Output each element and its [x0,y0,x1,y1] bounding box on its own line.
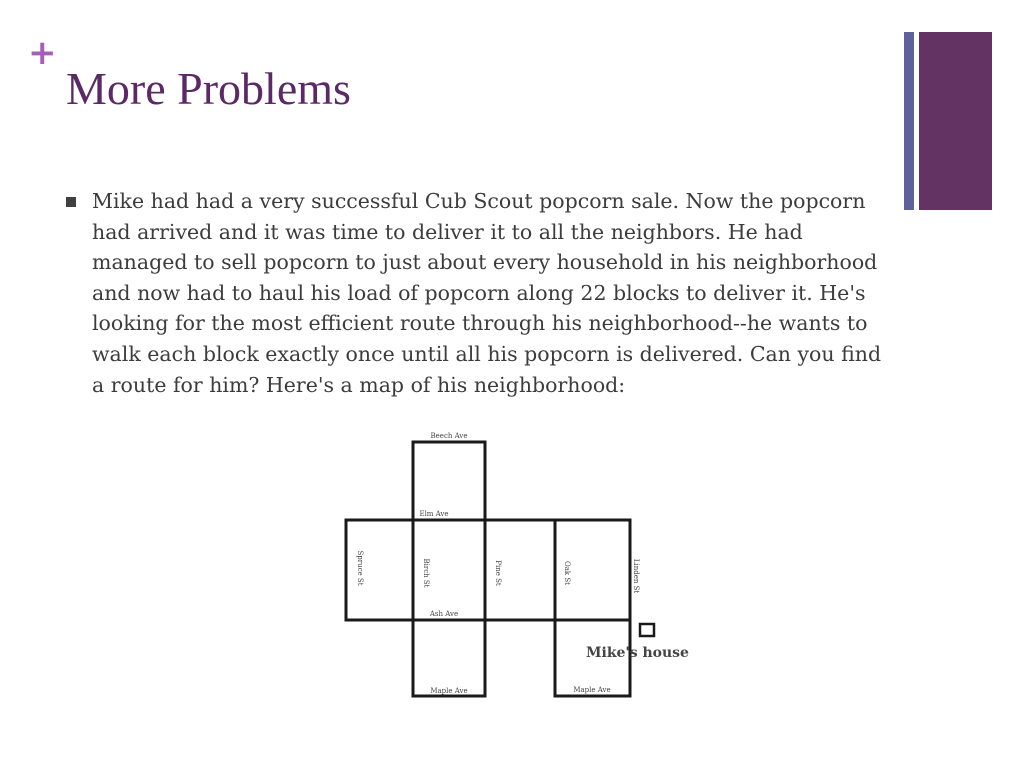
top-block [413,442,485,520]
problem-text: Mike had had a very successful Cub Scout popcorn sale. Now the popcorn had arrived and it was time to deliver it to all the neighbors. He had managed to sell popcorn to just about every household in his neighborhood and now had to haul his load of popcorn along 22 blocks to deliver it. He's looking for the most efficient route through his neighborhood--he wants to walk each block exactly once until all his popcorn is delivered. Can you find a route for him? Here's a map of his neighborhood: [92,189,882,397]
street-label-v5: Linden St [632,558,640,594]
bottom-left-block [413,620,485,696]
street-label-top: Beech Ave [430,432,468,440]
decorative-bar-thin [904,32,914,210]
slide-title: More Problems [66,63,351,114]
street-label-v1: Spruce St [356,550,364,586]
middle-blocks [346,520,630,620]
street-label-maple-right: Maple Ave [573,686,611,694]
street-label-maple-left: Maple Ave [430,687,468,695]
house-label: Mike's house [586,645,689,661]
plus-icon: + [28,33,57,73]
house-icon [640,624,654,636]
neighborhood-map [338,428,728,704]
street-label-elm: Elm Ave [419,510,449,518]
street-label-v2: Birch St [422,558,430,588]
street-label-v4: Oak St [563,561,571,585]
decorative-bar-thick [919,32,992,210]
street-label-v3: Pine St [494,560,502,586]
street-label-ash: Ash Ave [429,610,459,618]
bullet-square-icon [66,197,76,207]
bullet-list-item [66,186,896,400]
